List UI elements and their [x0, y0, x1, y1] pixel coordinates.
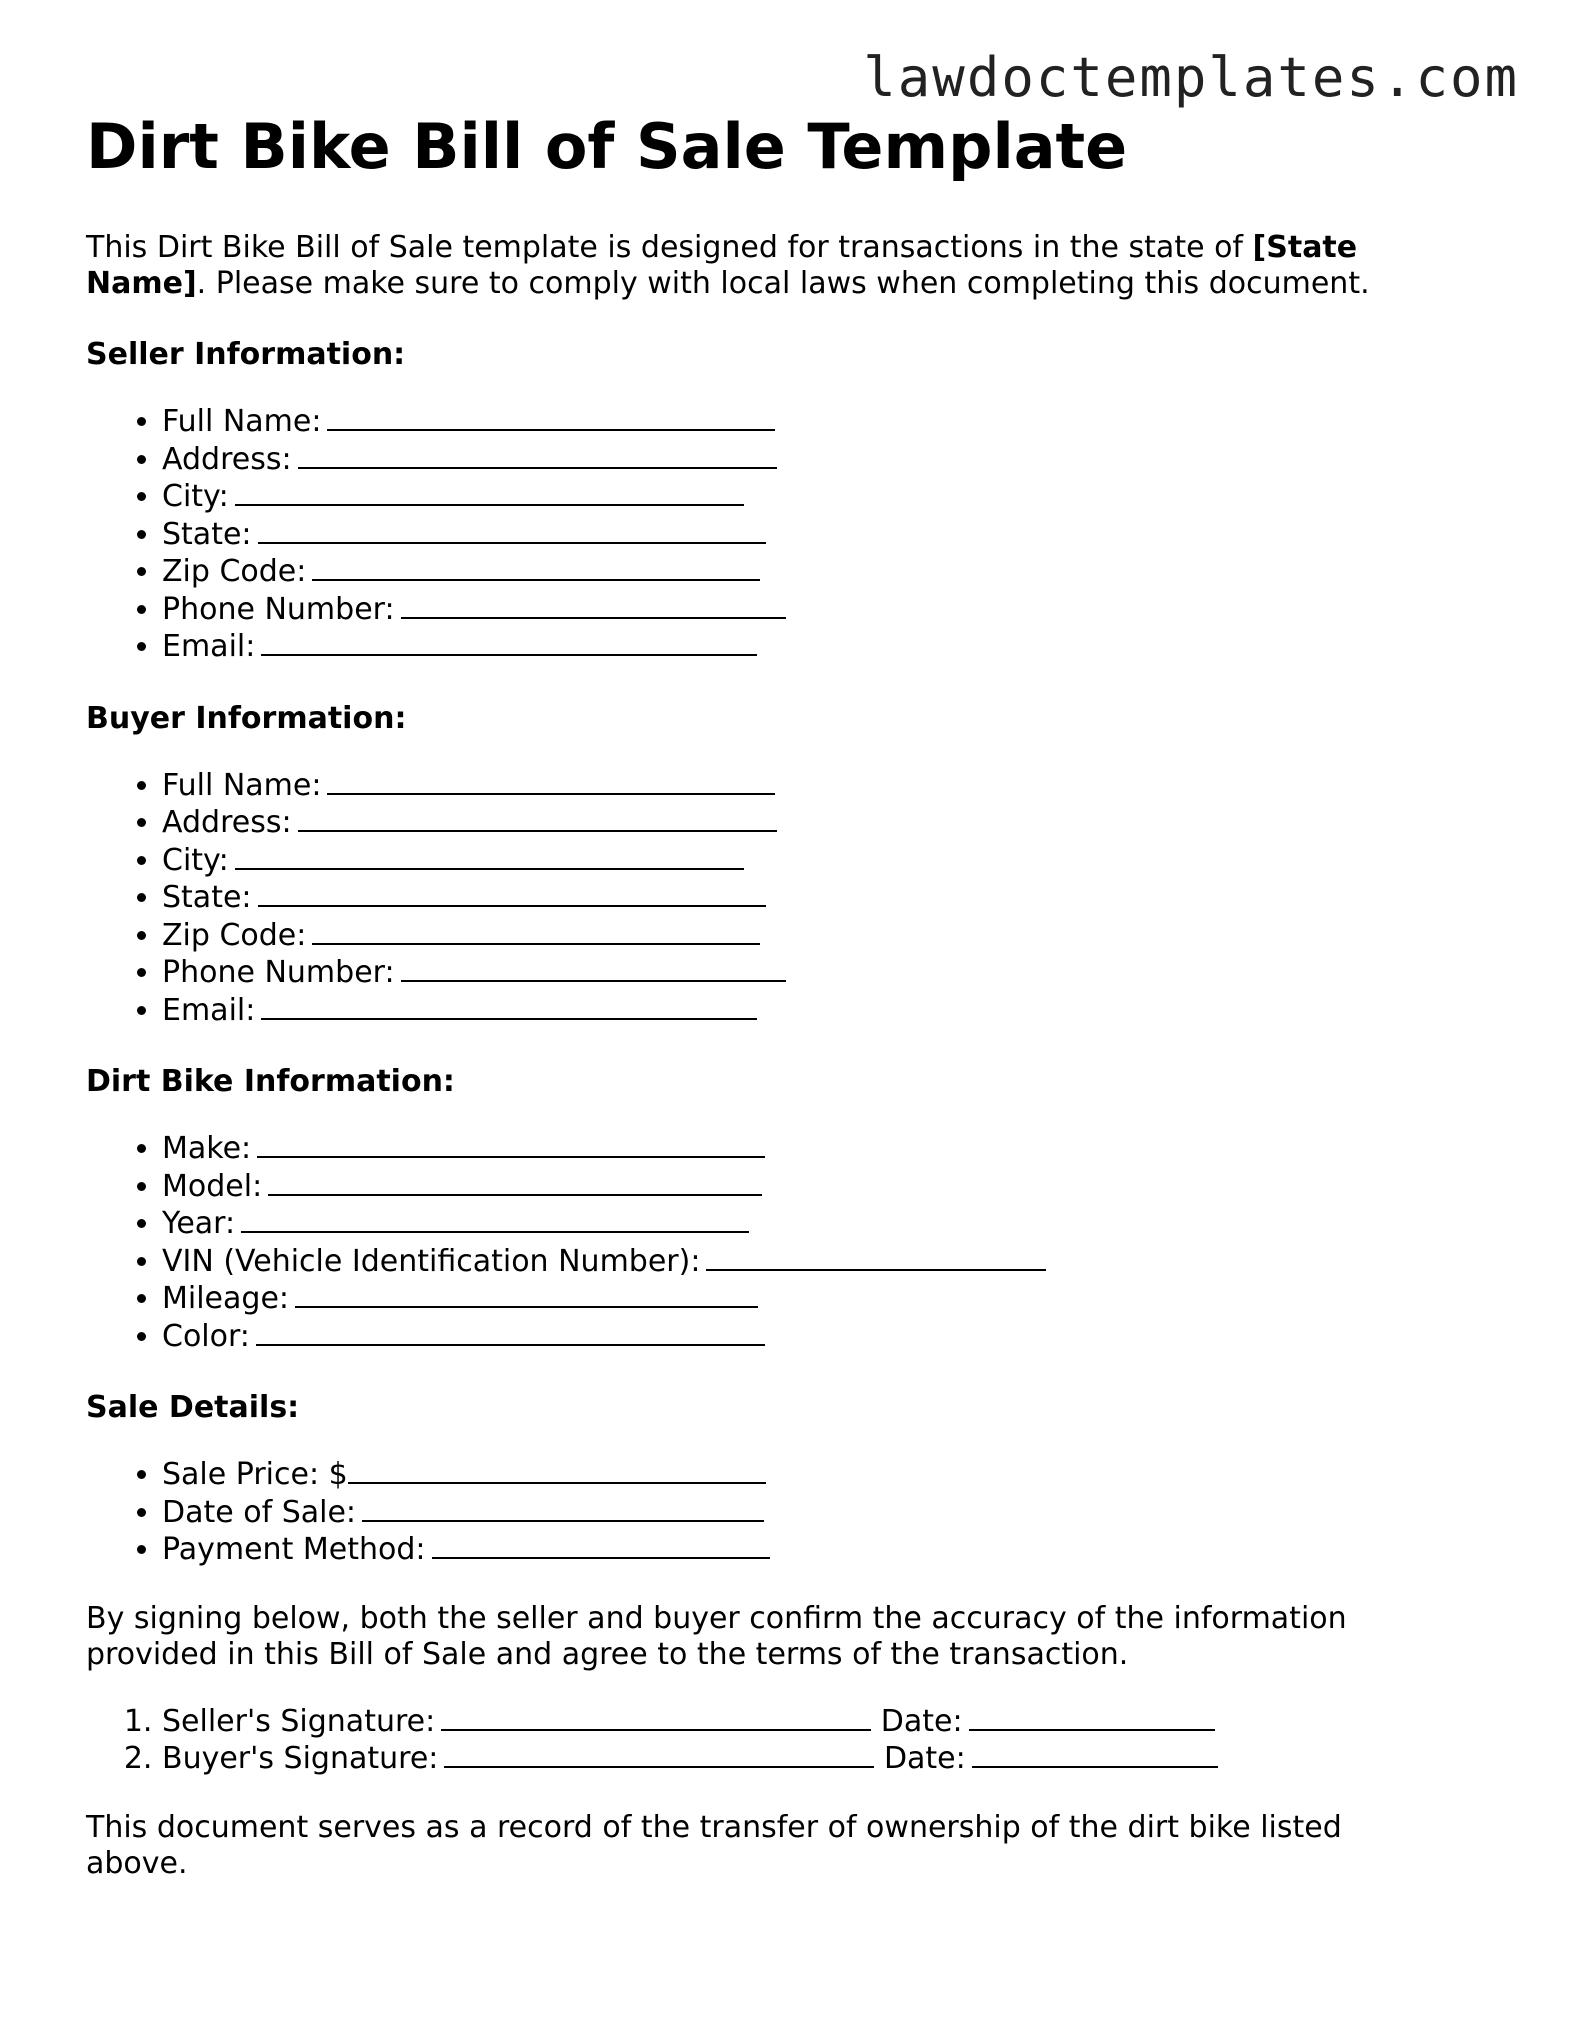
signature-label: Seller's Signature: [162, 1703, 436, 1739]
signature-label: Buyer's Signature: [162, 1741, 439, 1776]
buyer-fields-list [86, 767, 1446, 1030]
seller-zip-field [162, 553, 1446, 591]
state-name-placeholder: [State Name] [86, 230, 1358, 301]
field-label: Zip Code: [162, 917, 307, 953]
buyer-signature-blank[interactable] [444, 1740, 874, 1768]
buyer-city-blank[interactable] [235, 842, 744, 870]
field-label: Email: [162, 992, 256, 1028]
field-label: Email: [162, 629, 256, 664]
buyer-address-blank[interactable] [298, 804, 777, 832]
seller-zip-blank[interactable] [312, 553, 760, 581]
seller-signature-blank[interactable] [441, 1703, 871, 1731]
bike-info-heading: Dirt Bike Information: [86, 1064, 455, 1099]
seller-email-field [162, 628, 1446, 666]
seller-address-blank[interactable] [298, 441, 777, 469]
page-title: Dirt Bike Bill of Sale Template [86, 110, 1128, 183]
buyer-email-blank[interactable] [261, 992, 757, 1020]
buyer-address-field [162, 804, 1446, 842]
seller-state-blank[interactable] [258, 516, 766, 544]
bike-model-field [162, 1168, 1446, 1206]
buyer-state-field [162, 879, 1446, 917]
seller-email-blank[interactable] [261, 628, 757, 656]
field-label: Mileage: [162, 1281, 290, 1316]
intro-paragraph [86, 230, 1416, 302]
buyer-info-heading: Buyer Information: [86, 700, 407, 736]
buyer-signature-row [162, 1740, 1446, 1778]
bike-mileage-field [162, 1280, 1446, 1318]
site-watermark: lawdoctemplates.com [863, 46, 1519, 109]
buyer-email-field [162, 992, 1446, 1030]
payment-method-field [162, 1531, 1446, 1569]
seller-fields-list [86, 403, 1446, 666]
field-label: Year: [162, 1206, 236, 1241]
field-label: City: [162, 842, 229, 878]
bike-year-blank[interactable] [241, 1205, 749, 1233]
field-label: Color: [162, 1318, 250, 1354]
bike-model-blank[interactable] [268, 1168, 762, 1196]
field-label: Zip Code: [162, 554, 307, 589]
buyer-full-name-blank[interactable] [327, 767, 775, 795]
seller-city-blank[interactable] [235, 478, 744, 506]
closing-paragraph: This document serves as a record of the transfer of ownership of the dirt bike listed above. [86, 1809, 1342, 1881]
buyer-zip-field [162, 917, 1446, 955]
sale-price-blank[interactable] [348, 1456, 766, 1484]
buyer-date-blank[interactable] [972, 1740, 1218, 1768]
intro-text-before: This Dirt Bike Bill of Sale template is designed for transactions in the state of [86, 230, 1253, 265]
field-label: Phone Number: [162, 955, 395, 990]
seller-info-heading: Seller Information: [86, 337, 406, 372]
sale-price-field [162, 1456, 1446, 1494]
seller-phone-blank[interactable] [401, 591, 786, 619]
field-label: Phone Number: [162, 591, 395, 627]
sale-details-heading: Sale Details: [86, 1390, 300, 1425]
seller-full-name-field [162, 403, 1446, 441]
field-label: Address: [162, 441, 292, 477]
sale-date-blank[interactable] [362, 1494, 764, 1522]
payment-method-blank[interactable] [432, 1531, 770, 1559]
field-label: Address: [162, 805, 292, 840]
seller-full-name-blank[interactable] [327, 403, 775, 431]
date-label: Date: [880, 1703, 963, 1739]
field-label: Full Name: [162, 767, 322, 803]
bike-fields-list [86, 1130, 1446, 1355]
buyer-full-name-field [162, 767, 1446, 805]
bike-year-field [162, 1205, 1446, 1243]
field-label: Sale Price: $ [162, 1457, 348, 1492]
buyer-phone-blank[interactable] [401, 954, 786, 982]
field-label: Full Name: [162, 404, 322, 439]
seller-city-field [162, 478, 1446, 516]
bike-vin-blank[interactable] [706, 1243, 1046, 1271]
field-label: VIN (Vehicle Identification Number): [162, 1243, 701, 1279]
bike-vin-field [162, 1243, 1446, 1281]
bike-color-field [162, 1318, 1446, 1356]
field-label: State: [162, 516, 252, 552]
intro-text-after: . Please make sure to comply with local laws when completing this document. [196, 266, 1370, 301]
buyer-zip-blank[interactable] [312, 917, 760, 945]
seller-state-field [162, 516, 1446, 554]
bike-make-blank[interactable] [257, 1130, 765, 1158]
field-label: Model: [162, 1168, 263, 1204]
seller-signature-row [162, 1703, 1446, 1741]
seller-phone-field [162, 591, 1446, 629]
field-label: City: [162, 479, 229, 514]
buyer-state-blank[interactable] [258, 879, 766, 907]
buyer-city-field [162, 842, 1446, 880]
signatures-list [86, 1703, 1446, 1778]
sale-fields-list [86, 1456, 1446, 1569]
buyer-phone-field [162, 954, 1446, 992]
document-body [86, 110, 1446, 1882]
sale-date-field [162, 1494, 1446, 1532]
field-label: Date of Sale: [162, 1494, 357, 1530]
bike-mileage-blank[interactable] [295, 1280, 758, 1308]
field-label: Make: [162, 1131, 252, 1166]
bike-color-blank[interactable] [256, 1318, 765, 1346]
confirmation-paragraph: By signing below, both the seller and buyer confirm the accuracy of the information provided in this Bill of Sale and agree to the terms of the transaction. [86, 1600, 1347, 1672]
seller-date-blank[interactable] [969, 1703, 1215, 1731]
field-label: State: [162, 880, 252, 915]
seller-address-field [162, 441, 1446, 479]
date-label: Date: [883, 1741, 966, 1776]
bike-make-field [162, 1130, 1446, 1168]
field-label: Payment Method: [162, 1532, 426, 1567]
